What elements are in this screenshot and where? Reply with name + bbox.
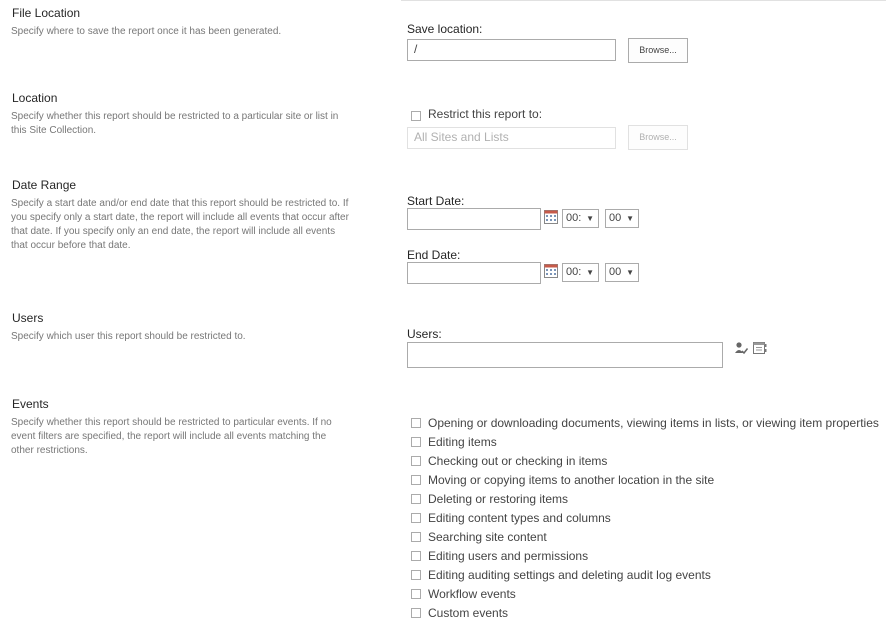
end-date-label: End Date: (407, 248, 461, 262)
location-description: Specify whether this report should be restricted to a particular site or list in this Site Collection. (11, 111, 339, 136)
location-title: Location (12, 91, 58, 105)
event-label: Moving or copying items to another location in the site (428, 473, 715, 487)
chevron-down-icon: ▼ (626, 214, 634, 223)
users-title: Users (12, 311, 44, 325)
event-label: Checking out or checking in items (428, 454, 608, 468)
event-checkbox[interactable] (411, 589, 421, 599)
chevron-down-icon: ▼ (586, 214, 594, 223)
event-checkbox[interactable] (411, 418, 421, 428)
users-label: Users: (407, 327, 442, 341)
users-input[interactable] (407, 342, 723, 368)
save-location-input[interactable]: / (407, 39, 616, 61)
start-hour-select[interactable]: 00: ▼ (562, 209, 599, 228)
event-label: Searching site content (428, 530, 547, 544)
calendar-icon[interactable] (544, 210, 558, 224)
file-location-title: File Location (12, 6, 81, 20)
event-checkbox[interactable] (411, 532, 421, 542)
address-book-icon[interactable] (752, 341, 767, 355)
section-divider (401, 0, 886, 1)
end-hour-select[interactable]: 00: ▼ (562, 263, 599, 282)
event-checkbox[interactable] (411, 570, 421, 580)
event-label: Opening or downloading documents, viewing items in lists, or viewing item properties (428, 416, 879, 430)
event-label: Custom events (428, 606, 509, 620)
check-names-icon[interactable] (734, 341, 748, 355)
event-label: Deleting or restoring items (428, 492, 569, 506)
calendar-icon[interactable] (544, 264, 558, 278)
end-minute-select[interactable]: 00 ▼ (605, 263, 639, 282)
chevron-down-icon: ▼ (586, 268, 594, 277)
restrict-report-label: Restrict this report to: (428, 107, 543, 121)
start-date-label: Start Date: (407, 194, 465, 208)
save-location-browse-button[interactable]: Browse... (628, 38, 688, 63)
event-label: Editing users and permissions (428, 549, 589, 563)
event-checkbox[interactable] (411, 475, 421, 485)
event-label: Workflow events (428, 587, 516, 601)
event-label: Editing auditing settings and deleting audit log events (428, 568, 711, 582)
event-checkbox[interactable] (411, 456, 421, 466)
save-location-label: Save location: (407, 22, 483, 36)
restrict-location-browse-button: Browse... (628, 125, 688, 150)
events-title: Events (12, 397, 49, 411)
restrict-location-input: All Sites and Lists (407, 127, 616, 149)
users-description: Specify which user this report should be restricted to. (11, 331, 246, 342)
start-date-input[interactable] (407, 208, 541, 230)
restrict-report-checkbox[interactable] (411, 111, 421, 121)
date-range-description: Specify a start date and/or end date that this report should be restricted to. If you specify only a start date, the report will include all events that occur after that date. If you specify only an end date, the report will include all events that occur before that date. (11, 198, 349, 251)
chevron-down-icon: ▼ (626, 268, 634, 277)
date-range-title: Date Range (12, 178, 77, 192)
event-checkbox[interactable] (411, 608, 421, 618)
event-checkbox[interactable] (411, 494, 421, 504)
file-location-description: Specify where to save the report once it has been generated. (11, 26, 282, 37)
end-date-input[interactable] (407, 262, 541, 284)
event-label: Editing items (428, 435, 497, 449)
event-checkbox[interactable] (411, 551, 421, 561)
start-minute-select[interactable]: 00 ▼ (605, 209, 639, 228)
events-description: Specify whether this report should be restricted to particular events. If no event filters are specified, the report will include all events matching the other restrictions. (11, 417, 332, 456)
event-label: Editing content types and columns (428, 511, 611, 525)
event-checkbox[interactable] (411, 437, 421, 447)
event-checkbox[interactable] (411, 513, 421, 523)
